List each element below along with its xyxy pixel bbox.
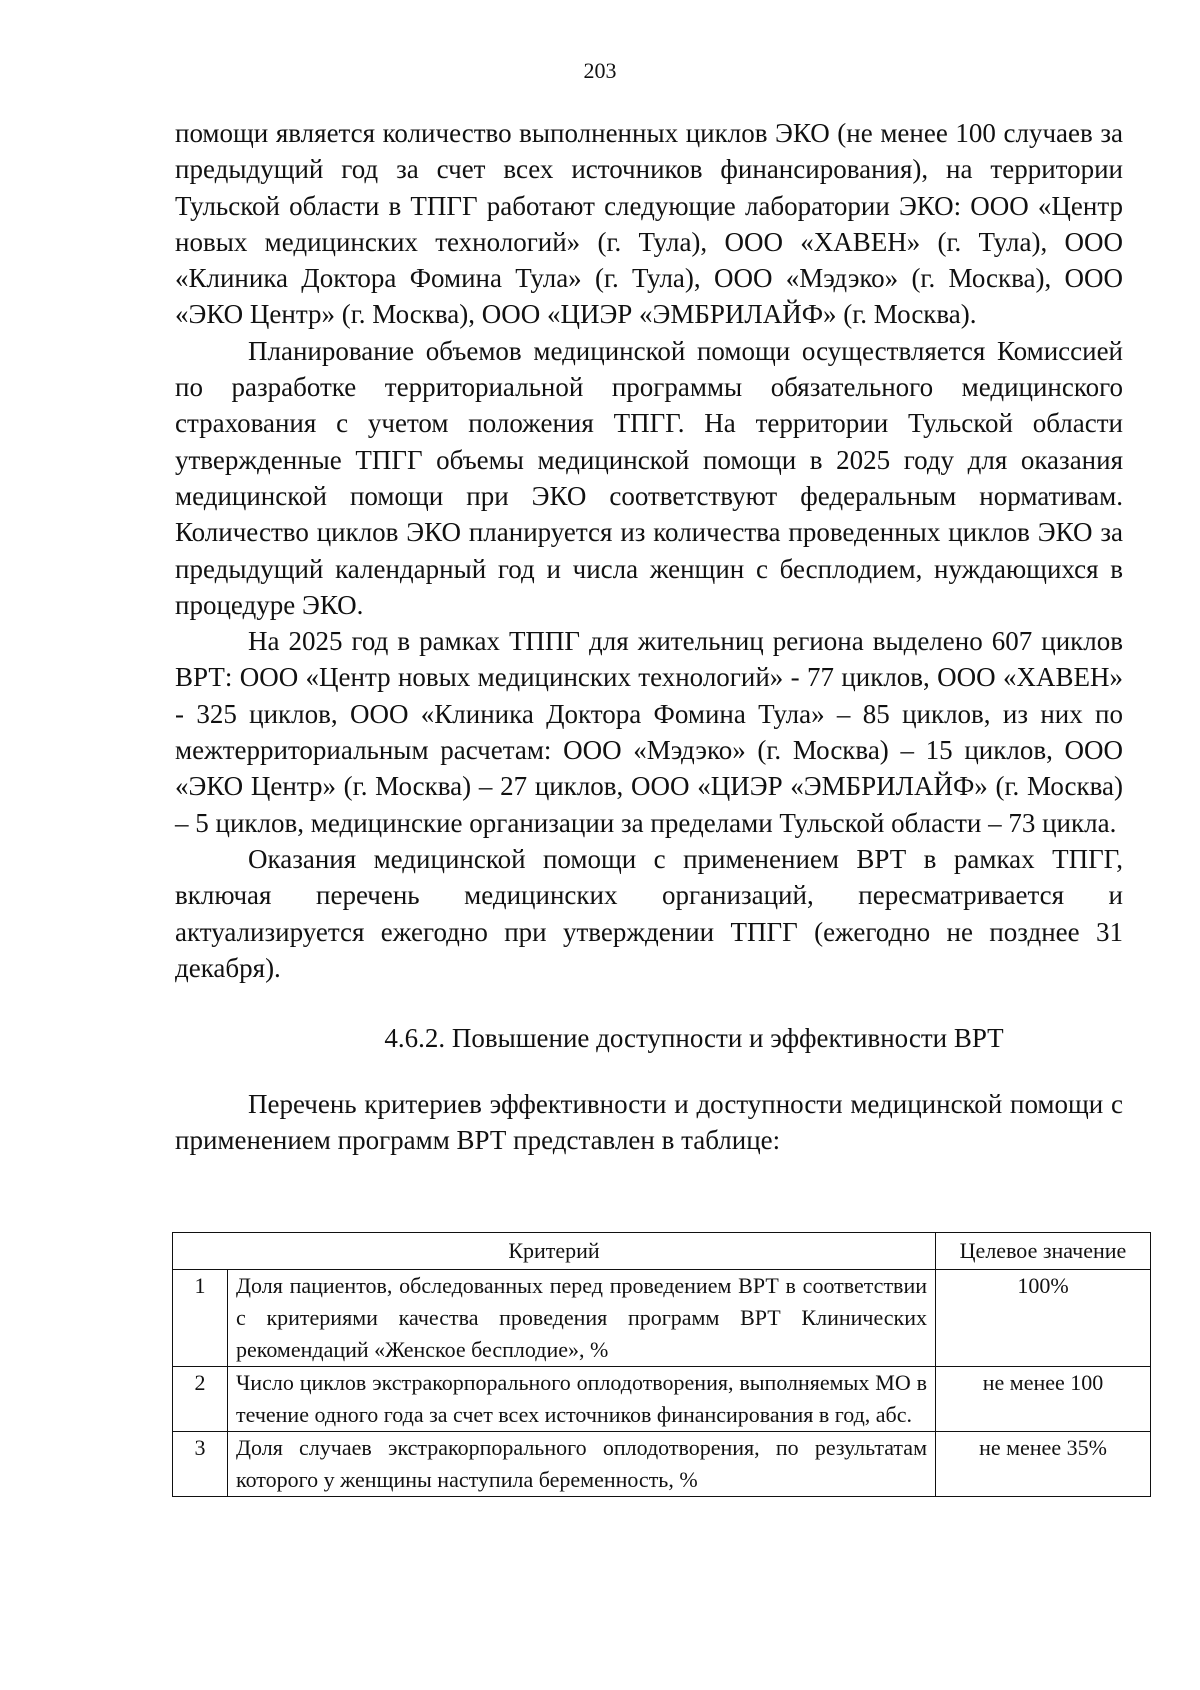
row-target-value: не менее 100	[936, 1367, 1151, 1432]
section-heading: 4.6.2. Повышение доступности и эффективности ВРТ	[384, 1023, 1004, 1054]
row-number: 3	[173, 1432, 228, 1497]
table-row	[173, 1270, 1151, 1367]
document-body	[175, 115, 1123, 1159]
table-row	[173, 1432, 1151, 1497]
row-criterion: Доля случаев экстракорпорального оплодотворения, по результатам которого у женщины наступила беременность, %	[228, 1432, 936, 1497]
page-number: 203	[583, 58, 617, 83]
paragraph-table-intro: Перечень критериев эффективности и доступности медицинской помощи с применением программ ВРТ представлен в таблице:	[175, 1089, 1123, 1156]
row-criterion: Доля пациентов, обследованных перед проведением ВРТ в соответствии с критериями качества проведения программ ВРТ Клинических рекомендаций «Женское бесплодие», %	[228, 1270, 936, 1367]
table-header-row	[173, 1233, 1151, 1270]
paragraph-continuation: помощи является количество выполненных циклов ЭКО (не менее 100 случаев за предыдущий год за счет всех источников финансирования), на территории Тульской области в ТПГГ работают следующие лаборатории ЭКО: ООО «Центр новых медицинских технологий» (г. Тула), ООО «ХАВЕН» (г. Тула), ООО «Клиника Доктора Фомина Тула» (г. Тула), ООО «Мэдэко» (г. Москва), ООО «ЭКО Центр» (г. Москва), ООО «ЦИЭР «ЭМБРИЛАЙФ» (г. Москва).	[175, 118, 1123, 330]
header-criterion: Критерий	[173, 1233, 936, 1270]
paragraph-allocation: На 2025 год в рамках ТППГ для жительниц региона выделено 607 циклов ВРТ: ООО «Центр новых медицинских технологий» - 77 циклов, ООО «ХАВЕН» - 325 циклов, ООО «Клиника Доктора Фомина Тула» – 85 циклов, из них по межтерриториальным расчетам: ООО «Мэдэко» (г. Москва) – 15 циклов, ООО «ЭКО Центр» (г. Москва) – 27 циклов, ООО «ЦИЭР «ЭМБРИЛАЙФ» (г. Москва) – 5 циклов, медицинские организации за пределами Тульской области – 73 цикла.	[175, 626, 1123, 838]
row-target-value: 100%	[936, 1270, 1151, 1367]
row-number: 2	[173, 1367, 228, 1432]
row-criterion: Число циклов экстракорпорального оплодотворения, выполняемых МО в течение одного года за счет всех источников финансирования в год, абс.	[228, 1367, 936, 1432]
paragraph-revision: Оказания медицинской помощи с применением ВРТ в рамках ТПГГ, включая перечень медицинских организаций, пересматривается и актуализируется ежегодно при утверждении ТПГГ (ежегодно не позднее 31 декабря).	[175, 843, 1123, 983]
criteria-table	[172, 1232, 1151, 1497]
paragraph-planning: Планирование объемов медицинской помощи осуществляется Комиссией по разработке территориальной программы обязательного медицинского страхования с учетом положения ТПГГ. На территории Тульской области утвержденные ТПГГ объемы медицинской помощи в 2025 году для оказания медицинской помощи при ЭКО соответствуют федеральным нормативам. Количество циклов ЭКО планируется из количества проведенных циклов ЭКО за предыдущий календарный год и числа женщин с бесплодием, нуждающихся в процедуре ЭКО.	[175, 335, 1123, 620]
row-number: 1	[173, 1270, 228, 1367]
header-target-value: Целевое значение	[936, 1233, 1151, 1270]
row-target-value: не менее 35%	[936, 1432, 1151, 1497]
table-row	[173, 1367, 1151, 1432]
